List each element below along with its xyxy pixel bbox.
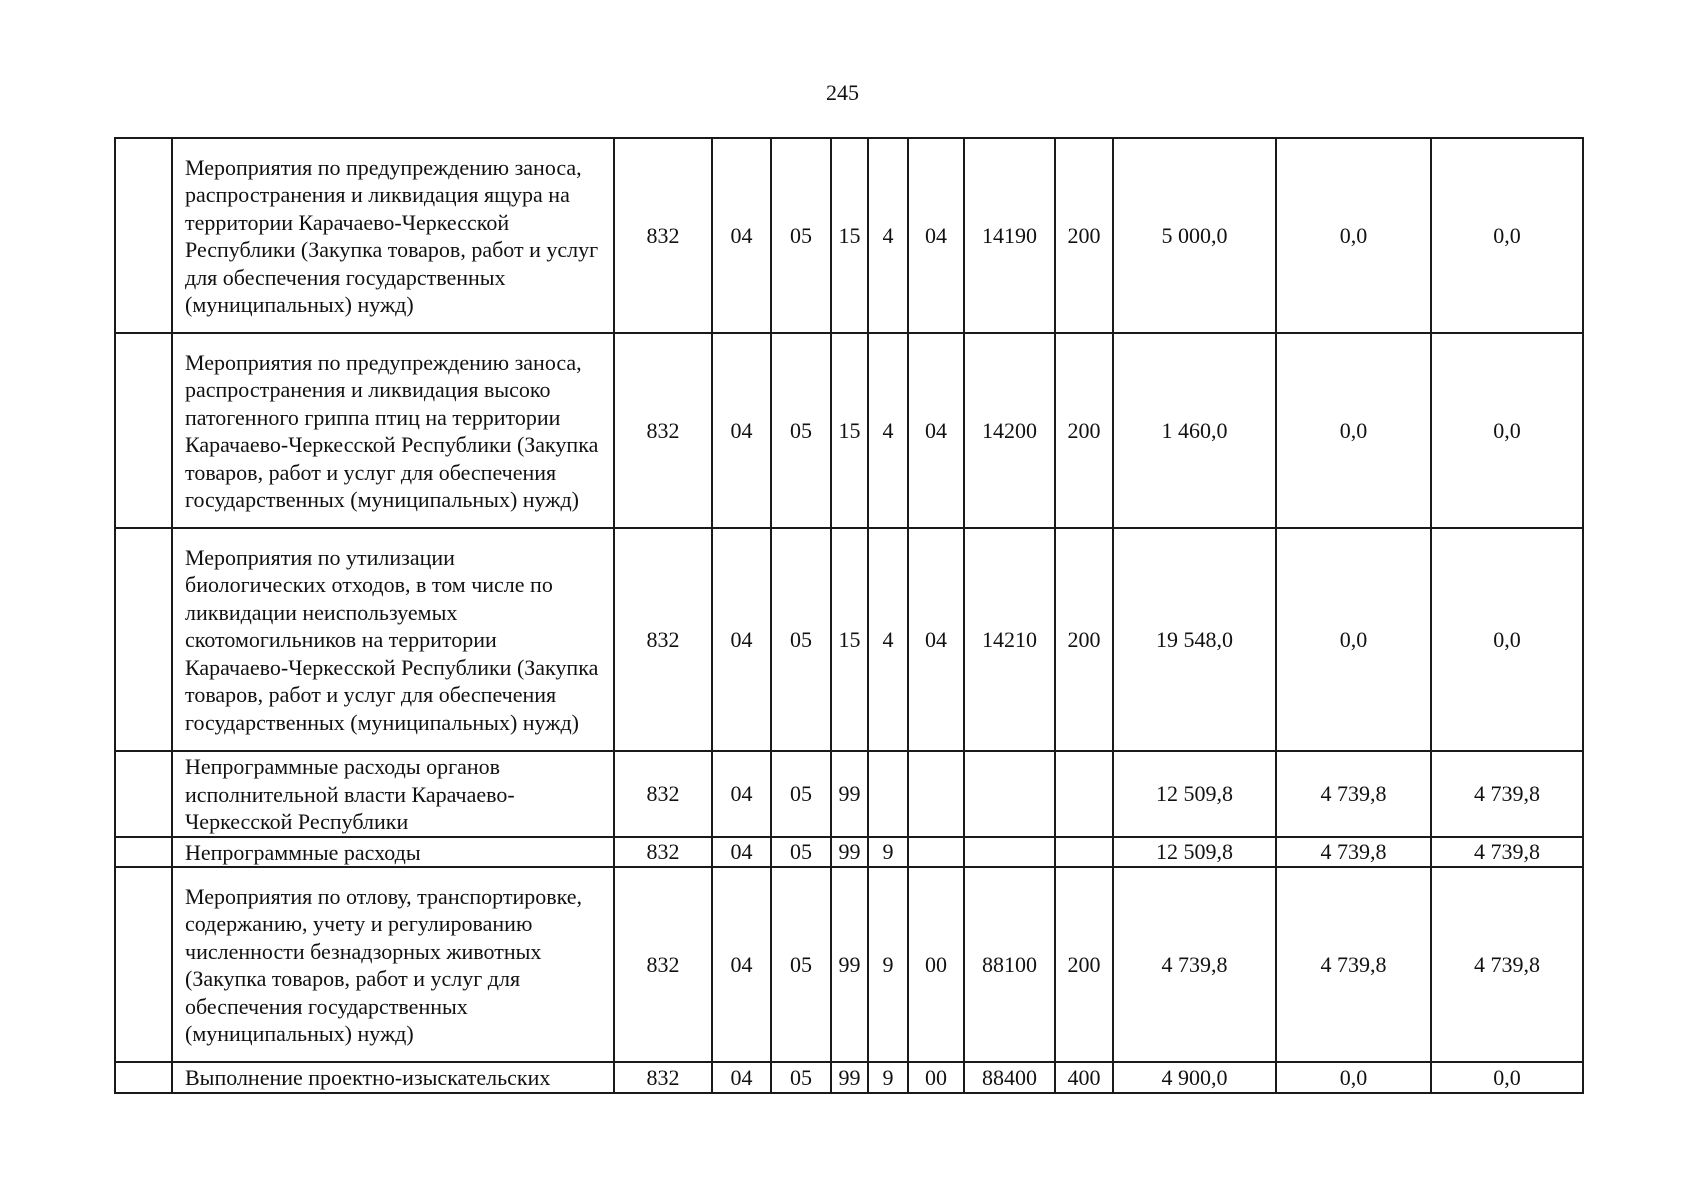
expense-name-cell: Непрограммные расходы органов исполнительной власти Карачаево-Черкесской Республики (172, 751, 614, 837)
row-number-cell (115, 751, 172, 837)
main-event-code-cell: 00 (908, 1062, 964, 1093)
ministry-code-cell: 832 (614, 751, 712, 837)
direction-code-cell: 14200 (964, 333, 1055, 528)
main-event-code-cell: 04 (908, 138, 964, 333)
direction-code-cell: 14210 (964, 528, 1055, 751)
expense-type-cell: 200 (1055, 333, 1113, 528)
program-code-cell: 15 (831, 138, 868, 333)
subsection-code-cell: 05 (771, 528, 831, 751)
program-code-cell: 15 (831, 528, 868, 751)
row-number-cell (115, 138, 172, 333)
ministry-code-cell: 832 (614, 138, 712, 333)
ministry-code-cell: 832 (614, 867, 712, 1062)
direction-code-cell: 88100 (964, 867, 1055, 1062)
expense-type-cell: 200 (1055, 528, 1113, 751)
row-number-cell (115, 837, 172, 868)
row-number-cell (115, 333, 172, 528)
main-event-code-cell: 04 (908, 528, 964, 751)
subprogram-code-cell: 4 (868, 528, 908, 751)
amount-3-cell: 0,0 (1431, 528, 1583, 751)
subprogram-code-cell (868, 751, 908, 837)
subsection-code-cell: 05 (771, 751, 831, 837)
program-code-cell: 99 (831, 867, 868, 1062)
amount-3-cell: 4 739,8 (1431, 751, 1583, 837)
amount-3-cell: 0,0 (1431, 138, 1583, 333)
section-code-cell: 04 (712, 867, 771, 1062)
main-event-code-cell: 04 (908, 333, 964, 528)
program-code-cell: 15 (831, 333, 868, 528)
table-row (115, 333, 1583, 528)
section-code-cell: 04 (712, 528, 771, 751)
table-row (115, 528, 1583, 751)
expense-name-cell: Мероприятия по утилизации биологических отходов, в том числе по ликвидации неиспользуемых скотомогильников на территории Карачаево-Черкесской Республики (Закупка товаров, работ и услуг для обеспечения государственных (муниципальных) нужд) (172, 528, 614, 751)
amount-1-cell: 5 000,0 (1113, 138, 1276, 333)
table-row (115, 751, 1583, 837)
section-code-cell: 04 (712, 138, 771, 333)
expense-type-cell: 400 (1055, 1062, 1113, 1093)
section-code-cell: 04 (712, 837, 771, 868)
program-code-cell: 99 (831, 751, 868, 837)
section-code-cell: 04 (712, 333, 771, 528)
expense-name-cell: Мероприятия по отлову, транспортировке, содержанию, учету и регулированию численности безнадзорных животных (Закупка товаров, работ и услуг для обеспечения государственных (муниципальных) нужд) (172, 867, 614, 1062)
expense-type-cell (1055, 751, 1113, 837)
subprogram-code-cell: 9 (868, 1062, 908, 1093)
direction-code-cell (964, 751, 1055, 837)
expense-type-cell (1055, 837, 1113, 868)
amount-2-cell: 0,0 (1276, 1062, 1431, 1093)
direction-code-cell: 88400 (964, 1062, 1055, 1093)
amount-3-cell: 0,0 (1431, 333, 1583, 528)
subsection-code-cell: 05 (771, 333, 831, 528)
amount-2-cell: 0,0 (1276, 333, 1431, 528)
amount-3-cell: 4 739,8 (1431, 837, 1583, 868)
amount-2-cell: 0,0 (1276, 528, 1431, 751)
page-number: 245 (826, 80, 859, 105)
expense-name-cell: Выполнение проектно-изыскательских (172, 1062, 614, 1093)
amount-2-cell: 4 739,8 (1276, 837, 1431, 868)
subsection-code-cell: 05 (771, 1062, 831, 1093)
amount-1-cell: 4 739,8 (1113, 867, 1276, 1062)
expense-name-cell: Непрограммные расходы (172, 837, 614, 868)
amount-1-cell: 1 460,0 (1113, 333, 1276, 528)
subsection-code-cell: 05 (771, 837, 831, 868)
amount-1-cell: 4 900,0 (1113, 1062, 1276, 1093)
subsection-code-cell: 05 (771, 867, 831, 1062)
amount-2-cell: 4 739,8 (1276, 867, 1431, 1062)
ministry-code-cell: 832 (614, 333, 712, 528)
amount-2-cell: 0,0 (1276, 138, 1431, 333)
amount-1-cell: 12 509,8 (1113, 751, 1276, 837)
row-number-cell (115, 528, 172, 751)
program-code-cell: 99 (831, 1062, 868, 1093)
main-event-code-cell: 00 (908, 867, 964, 1062)
amount-1-cell: 19 548,0 (1113, 528, 1276, 751)
section-code-cell: 04 (712, 751, 771, 837)
table-row (115, 867, 1583, 1062)
table-row (115, 1062, 1583, 1093)
ministry-code-cell: 832 (614, 528, 712, 751)
subprogram-code-cell: 9 (868, 837, 908, 868)
table-row (115, 837, 1583, 868)
expense-name-cell: Мероприятия по предупреждению заноса, распространения и ликвидация ящура на территории Карачаево-Черкесской Республики (Закупка товаров, работ и услуг для обеспечения государственных (муниципальных) нужд) (172, 138, 614, 333)
row-number-cell (115, 1062, 172, 1093)
amount-3-cell: 0,0 (1431, 1062, 1583, 1093)
expense-type-cell: 200 (1055, 138, 1113, 333)
expense-name-cell: Мероприятия по предупреждению заноса, распространения и ликвидация высоко патогенного гриппа птиц на территории Карачаево-Черкесской Республики (Закупка товаров, работ и услуг для обеспечения государственных (муниципальных) нужд) (172, 333, 614, 528)
table-row (115, 138, 1583, 333)
direction-code-cell (964, 837, 1055, 868)
subprogram-code-cell: 9 (868, 867, 908, 1062)
direction-code-cell: 14190 (964, 138, 1055, 333)
row-number-cell (115, 867, 172, 1062)
subsection-code-cell: 05 (771, 138, 831, 333)
section-code-cell: 04 (712, 1062, 771, 1093)
main-event-code-cell (908, 837, 964, 868)
program-code-cell: 99 (831, 837, 868, 868)
main-event-code-cell (908, 751, 964, 837)
amount-3-cell: 4 739,8 (1431, 867, 1583, 1062)
amount-1-cell: 12 509,8 (1113, 837, 1276, 868)
subprogram-code-cell: 4 (868, 333, 908, 528)
subprogram-code-cell: 4 (868, 138, 908, 333)
ministry-code-cell: 832 (614, 837, 712, 868)
ministry-code-cell: 832 (614, 1062, 712, 1093)
expense-type-cell: 200 (1055, 867, 1113, 1062)
budget-table (114, 137, 1584, 1094)
amount-2-cell: 4 739,8 (1276, 751, 1431, 837)
